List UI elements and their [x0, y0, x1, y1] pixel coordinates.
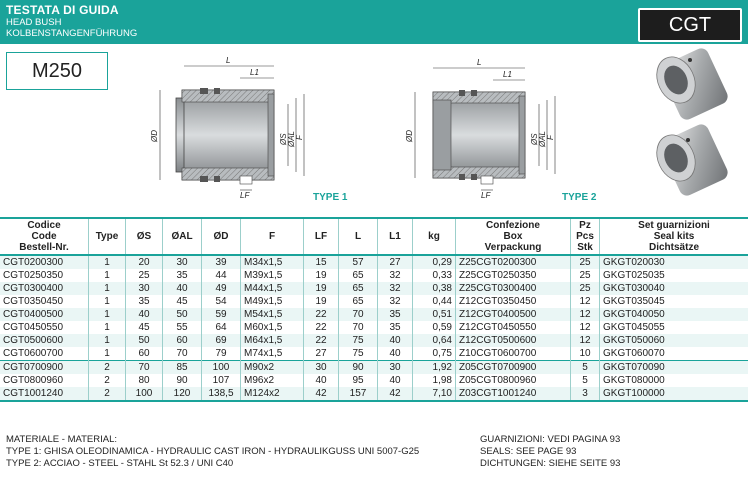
col-header-lf: LF [304, 218, 339, 255]
cell-box: Z05CGT0700900 [456, 361, 571, 375]
cell-pcs: 25 [571, 255, 600, 269]
cell-code: CGT0300400 [0, 282, 89, 295]
cell-lf: 19 [304, 295, 339, 308]
cell-box: Z12CGT0450550 [456, 321, 571, 334]
cell-f: M74x1,5 [241, 347, 304, 361]
cell-seal-kit: GKGT020030 [600, 255, 748, 269]
table-row [0, 255, 748, 269]
cell-box: Z25CGT0300400 [456, 282, 571, 295]
cell-d: 39 [202, 255, 241, 269]
dim-D-label: ØD [150, 130, 159, 142]
cell-pcs: 12 [571, 321, 600, 334]
dim-L-label-2: L [477, 58, 482, 67]
material-type2: TYPE 2: ACCIAO - STEEL - STAHL St 52.3 / UNI C40 [6, 458, 234, 469]
cell-al: 85 [163, 361, 202, 375]
cell-code: CGT0500600 [0, 334, 89, 347]
dim-L1-label: L1 [250, 68, 259, 77]
material-type1: TYPE 1: GHISA OLEODINAMICA - HYDRAULIC CAST IRON - HYDRAULIKGUSS UNI 5007-G25 [6, 446, 420, 457]
type2-label: TYPE 2 [562, 192, 597, 203]
cell-seal-kit: GKGT025035 [603, 270, 665, 281]
cell-d: 64 [202, 321, 241, 334]
cell-kg: 0,51 [413, 308, 456, 321]
cell-type: 2 [89, 374, 126, 387]
cell-l: 65 [339, 295, 378, 308]
cell-al: 50 [163, 308, 202, 321]
cell-code: CGT0350450 [0, 295, 89, 308]
cell-l1: 27 [378, 255, 413, 269]
cell-box: Z12CGT0350450 [456, 295, 571, 308]
cell-lf: 22 [304, 308, 339, 321]
cell-l: 90 [339, 361, 378, 375]
cell-type: 1 [89, 269, 126, 282]
cell-box: Z12CGT0400500 [456, 308, 571, 321]
cell-l1: 30 [378, 361, 413, 375]
cell-seal-kit: GKGT060070 [603, 348, 665, 359]
cell-pcs: 12 [571, 334, 600, 347]
cell-l: 57 [339, 255, 378, 269]
cell-kg: 0,33 [413, 269, 456, 282]
product-photo-type1 [650, 48, 730, 122]
cell-s: 30 [126, 282, 163, 295]
type2-drawing [395, 50, 565, 200]
table-row [0, 361, 748, 375]
cell-type: 1 [89, 321, 126, 334]
model-badge: M250 [6, 52, 108, 90]
dim-F-label: F [295, 135, 304, 140]
type1-drawing [140, 50, 310, 200]
cell-f: M124x2 [241, 387, 304, 401]
cell-pcs: 25 [571, 269, 600, 282]
cell-code: CGT0700900 [0, 361, 89, 375]
cell-d: 49 [202, 282, 241, 295]
cell-type: 1 [89, 308, 126, 321]
cell-type: 1 [89, 282, 126, 295]
table-row [0, 269, 748, 282]
cell-f: M96x2 [241, 374, 304, 387]
cell-al: 60 [163, 334, 202, 347]
cell-type: 1 [89, 255, 126, 269]
cell-l1: 35 [378, 321, 413, 334]
cell-s: 20 [126, 255, 163, 269]
cell-pcs: 5 [571, 361, 600, 375]
col-header-f: F [241, 218, 304, 255]
table-row [0, 295, 748, 308]
table-row [0, 334, 748, 347]
cell-lf: 30 [304, 361, 339, 375]
cell-box: Z03CGT1001240 [456, 387, 571, 401]
seals-it: GUARNIZIONI: VEDI PAGINA 93 [480, 434, 621, 445]
cell-l: 75 [339, 347, 378, 361]
table-row [0, 347, 748, 361]
cell-l1: 40 [378, 334, 413, 347]
cell-s: 50 [126, 334, 163, 347]
col-header-s: ØS [126, 218, 163, 255]
cell-l: 70 [339, 308, 378, 321]
cell-lf: 40 [304, 374, 339, 387]
cell-pcs: 12 [571, 295, 600, 308]
cell-seal-kit: GKGT030040 [600, 282, 748, 295]
cell-al: 55 [163, 321, 202, 334]
cell-seal-kit: GKGT045055 [603, 322, 665, 333]
cell-lf: 22 [304, 321, 339, 334]
cell-code: CGT0600700 [0, 347, 89, 361]
cell-box: Z10CGT0600700 [456, 347, 571, 361]
cell-l: 65 [339, 269, 378, 282]
cell-seal-kit: GKGT100000 [600, 387, 748, 401]
cell-box: Z05CGT0800960 [456, 374, 571, 387]
dim-F-label-2: F [546, 135, 555, 140]
col-header-code: Codice Code Bestell-Nr. [0, 218, 89, 255]
cell-lf: 27 [304, 347, 339, 361]
cell-type: 1 [89, 295, 126, 308]
cell-lf: 42 [304, 387, 339, 401]
page-title: TESTATA DI GUIDA [6, 3, 119, 17]
cell-al: 35 [163, 269, 202, 282]
table-row [0, 321, 748, 334]
spec-table [0, 217, 748, 402]
cell-l: 65 [339, 282, 378, 295]
cell-al: 40 [163, 282, 202, 295]
cell-box: Z12CGT0500600 [456, 334, 571, 347]
table-row [0, 308, 748, 321]
cell-kg: 0,59 [413, 321, 456, 334]
header-band [0, 0, 748, 44]
cell-d: 54 [202, 295, 241, 308]
cell-l1: 35 [378, 308, 413, 321]
col-header-l: L [339, 218, 378, 255]
cell-kg: 0,75 [413, 347, 456, 361]
product-photos [650, 48, 740, 198]
cell-f: M64x1,5 [241, 334, 304, 347]
dim-S-label-2: ØS [530, 133, 539, 145]
table-row [0, 374, 748, 387]
cell-l: 70 [339, 321, 378, 334]
col-header-al: ØAL [163, 218, 202, 255]
seals-en: SEALS: SEE PAGE 93 [480, 446, 577, 457]
cell-f: M54x1,5 [241, 308, 304, 321]
product-code-badge: CGT [638, 8, 742, 42]
cell-kg: 7,10 [413, 387, 456, 401]
cell-lf: 19 [304, 282, 339, 295]
cell-d: 44 [202, 269, 241, 282]
cell-code: CGT0200300 [0, 255, 89, 269]
cell-type: 1 [89, 347, 126, 361]
cell-al: 70 [163, 347, 202, 361]
dim-LF-label: LF [240, 191, 250, 200]
cell-kg: 0,64 [413, 334, 456, 347]
material-title: MATERIALE - MATERIAL: [6, 434, 118, 445]
cell-s: 40 [126, 308, 163, 321]
cell-d: 79 [202, 347, 241, 361]
col-header-box: Confezione Box Verpackung [456, 218, 571, 255]
cell-l1: 40 [378, 374, 413, 387]
cell-s: 100 [126, 387, 163, 401]
cell-box: Z25CGT0250350 [456, 269, 571, 282]
cell-seal-kit: GKGT070090 [600, 361, 748, 375]
col-header-kg: kg [413, 218, 456, 255]
cell-lf: 15 [304, 255, 339, 269]
cell-f: M90x2 [241, 361, 304, 375]
cell-l: 157 [339, 387, 378, 401]
cell-pcs: 5 [571, 374, 600, 387]
cell-type: 2 [89, 361, 126, 375]
cell-al: 120 [163, 387, 202, 401]
dim-AL-label-2: ØAL [538, 130, 547, 147]
cell-code: CGT0800960 [0, 374, 89, 387]
cell-pcs: 25 [571, 282, 600, 295]
col-header-d: ØD [202, 218, 241, 255]
cell-s: 35 [126, 295, 163, 308]
cell-d: 107 [202, 374, 241, 387]
cell-code: CGT0250350 [0, 269, 89, 282]
cell-f: M44x1,5 [241, 282, 304, 295]
cell-s: 80 [126, 374, 163, 387]
cell-box: Z25CGT0200300 [456, 255, 571, 269]
cell-kg: 0,38 [413, 282, 456, 295]
cell-al: 90 [163, 374, 202, 387]
cell-l1: 32 [378, 295, 413, 308]
dim-L-label: L [226, 56, 231, 65]
col-header-type: Type [89, 218, 126, 255]
product-photo-type2 [650, 122, 730, 198]
cell-l1: 40 [378, 347, 413, 361]
cell-kg: 0,29 [413, 255, 456, 269]
cell-d: 59 [202, 308, 241, 321]
col-header-l1: L1 [378, 218, 413, 255]
cell-seal-kit: GKGT040050 [600, 308, 748, 321]
cell-type: 1 [89, 334, 126, 347]
table-row [0, 282, 748, 295]
cell-al: 45 [163, 295, 202, 308]
cell-pcs: 12 [571, 308, 600, 321]
cell-code: CGT0400500 [0, 308, 89, 321]
cell-d: 69 [202, 334, 241, 347]
cell-al: 30 [163, 255, 202, 269]
cell-f: M49x1,5 [241, 295, 304, 308]
type1-label: TYPE 1 [313, 192, 348, 203]
cell-l1: 32 [378, 282, 413, 295]
cell-l: 75 [339, 334, 378, 347]
dim-LF-label-2: LF [481, 191, 491, 200]
cell-kg: 1,92 [413, 361, 456, 375]
table-row [0, 387, 748, 401]
dim-D-label-2: ØD [405, 130, 414, 142]
cell-f: M60x1,5 [241, 321, 304, 334]
seal-notes [480, 434, 620, 470]
col-header-pcs: Pz Pcs Stk [571, 218, 600, 255]
col-header-seal-kit: Set guarnizioni Seal kits Dichtsätze [600, 218, 748, 255]
cell-kg: 0,44 [413, 295, 456, 308]
cell-l1: 42 [378, 387, 413, 401]
subtitle-en: HEAD BUSH [6, 17, 62, 28]
seals-de: DICHTUNGEN: SIEHE SEITE 93 [480, 458, 621, 469]
cell-l1: 32 [378, 269, 413, 282]
cell-pcs: 10 [571, 347, 600, 361]
cell-f: M39x1,5 [241, 269, 304, 282]
cell-seal-kit: GKGT035045 [603, 296, 665, 307]
cell-lf: 19 [304, 269, 339, 282]
cell-pcs: 3 [571, 387, 600, 401]
dim-S-label: ØS [279, 133, 288, 145]
cell-l: 95 [339, 374, 378, 387]
cell-d: 138,5 [202, 387, 241, 401]
cell-s: 70 [126, 361, 163, 375]
cell-s: 60 [126, 347, 163, 361]
cell-seal-kit: GKGT050060 [600, 334, 748, 347]
subtitle-de: KOLBENSTANGENFÜHRUNG [6, 28, 138, 39]
cell-code: CGT0450550 [0, 321, 89, 334]
cell-seal-kit: GKGT080000 [603, 375, 665, 386]
cell-s: 45 [126, 321, 163, 334]
cell-kg: 1,98 [413, 374, 456, 387]
cell-lf: 22 [304, 334, 339, 347]
dim-AL-label: ØAL [287, 130, 296, 147]
cell-s: 25 [126, 269, 163, 282]
cell-d: 100 [202, 361, 241, 375]
material-notes [6, 434, 419, 470]
cell-f: M34x1,5 [241, 255, 304, 269]
dim-L1-label-2: L1 [503, 70, 512, 79]
table-header-row [0, 218, 748, 255]
cell-code: CGT1001240 [0, 387, 89, 401]
cell-type: 2 [89, 387, 126, 401]
